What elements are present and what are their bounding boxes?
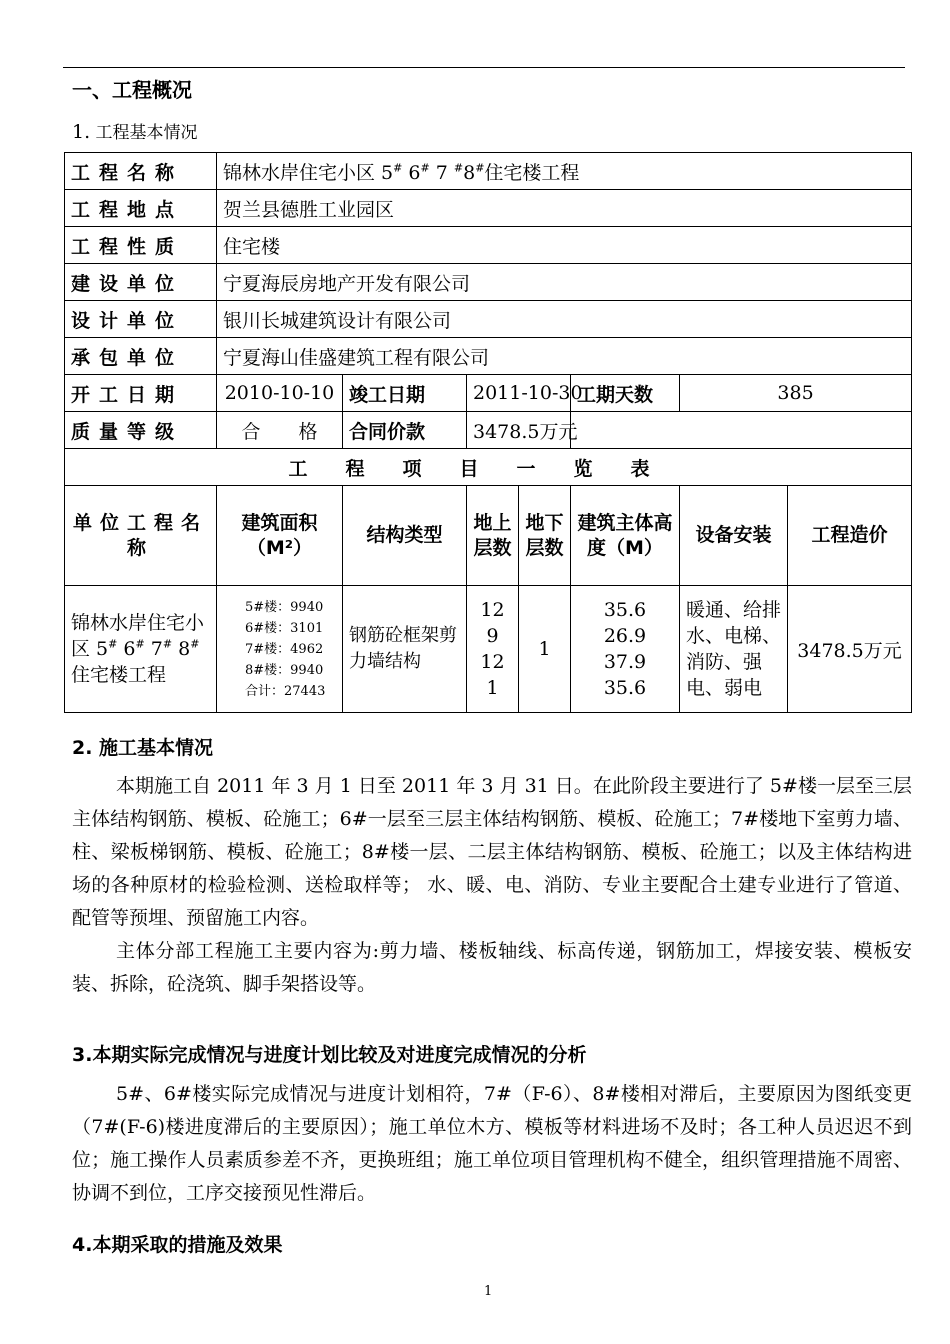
section-3-body: [72, 1078, 912, 1210]
height-7: 37.9: [603, 651, 647, 673]
cell-areas: [217, 586, 343, 713]
col-structure: 结构类型: [343, 486, 467, 586]
label-project-name: 工程名称: [65, 153, 217, 190]
label-end-date: 竣工日期: [343, 375, 467, 412]
section-2-body: [72, 770, 912, 1001]
cell-unit-name: 锦林水岸住宅小区 5# 6# 7# 8# 住宅楼工程: [65, 586, 217, 713]
label-start-date: 开工日期: [65, 375, 217, 412]
section-2-paragraph-2: 主体分部工程施工主要内容为:剪力墙、楼板轴线、标高传递，钢筋加工，焊接安装、模板安装、拆除，砼浇筑、脚手架搭设等。: [72, 940, 912, 995]
height-6: 26.9: [603, 625, 647, 647]
subsection-heading: [72, 118, 198, 143]
section-3-paragraph-1: 5#、6#楼实际完成情况与进度计划相符，7#（F-6）、8#楼相对滞后，主要原因为图纸变更（7#(F-6)楼进度滞后的主要原因）；施工单位木方、模板等材料进场不及时；各工种人员迟迟不到位；施工操作人员素质参差不齐，更换班组；施工单位项目管理机构不健全，组织管理措施不周密、协调不到位，工序交接预见性滞后。: [72, 1083, 912, 1204]
project-info-table: [64, 152, 912, 713]
row-designer: [65, 301, 912, 338]
subsection-number: 1.: [72, 121, 91, 143]
value-designer: 银川长城建筑设计有限公司: [217, 301, 912, 338]
label-designer: 设计单位: [65, 301, 217, 338]
value-developer: 宁夏海辰房地产开发有限公司: [217, 264, 912, 301]
value-quality: 合 格: [217, 412, 343, 449]
col-unit-name: 单位工程名称: [65, 486, 217, 586]
label-project-location: 工程地点: [65, 190, 217, 227]
label-developer: 建设单位: [65, 264, 217, 301]
label-contract-price: 合同价款: [343, 412, 467, 449]
area-5: 5#楼：9940: [245, 599, 324, 615]
empty-cell: [571, 412, 912, 449]
row-dates: [65, 375, 912, 412]
col-floors-below: 地下层数: [519, 486, 571, 586]
value-project-location: 贺兰县德胜工业园区: [217, 190, 912, 227]
height-8: 35.6: [603, 677, 647, 699]
col-height: 建筑主体高度（M）: [571, 486, 680, 586]
row-project-data: [65, 586, 912, 713]
height-5: 35.6: [603, 599, 647, 621]
section-title: 一、工程概况: [72, 78, 192, 102]
cell-floors-above: [467, 586, 519, 713]
value-start-date: 2010-10-10: [217, 375, 343, 412]
section-2-title: 2. 施工基本情况: [72, 737, 214, 759]
page-number: 1: [484, 1284, 493, 1299]
section-3-title: 3.本期实际完成情况与进度计划比较及对进度完成情况的分析: [72, 1044, 587, 1066]
row-column-headers: [65, 486, 912, 586]
row-project-nature: [65, 227, 912, 264]
cell-floors-below: 1: [519, 586, 571, 713]
list-title: 工程项目一览表: [65, 449, 912, 486]
cell-cost: 3478.5万元: [788, 586, 912, 713]
row-contractor: [65, 338, 912, 375]
floors-5: 12: [480, 599, 505, 621]
floors-7: 12: [480, 651, 505, 673]
col-cost: 工程造价: [788, 486, 912, 586]
value-contractor: 宁夏海山佳盛建筑工程有限公司: [217, 338, 912, 375]
value-end-date: 2011-10-30: [467, 375, 571, 412]
header-rule: [63, 67, 905, 68]
label-contractor: 承包单位: [65, 338, 217, 375]
row-developer: [65, 264, 912, 301]
col-floors-above: 地上层数: [467, 486, 519, 586]
area-total: 合计：27443: [245, 683, 326, 699]
cell-heights: [571, 586, 680, 713]
row-project-name: [65, 153, 912, 190]
col-equipment: 设备安装: [680, 486, 788, 586]
section-2-paragraph-1: 本期施工自 2011 年 3 月 1 日至 2011 年 3 月 31 日。在此阶段主要进行了 5#楼一层至三层主体结构钢筋、模板、砼施工；6#一层至三层主体结构钢筋、模板、砼施工；7#楼地下室剪力墙、柱、梁板梯钢筋、模板、砼施工；8#楼一层、二层主体结构钢筋、模板、砼施工；以及主体结构进场的各种原材的检验检测、送检取样等； 水、暖、电、消防、专业主要配合土建专业进行了管道、配管等预埋、预留施工内容。: [72, 775, 912, 929]
value-contract-price: 3478.5万元: [467, 412, 571, 449]
section-4-title: 4.本期采取的措施及效果: [72, 1234, 283, 1256]
value-project-name: 锦林水岸住宅小区 5# 6# 7 #8#住宅楼工程: [217, 153, 912, 190]
row-quality: [65, 412, 912, 449]
label-project-nature: 工程性质: [65, 227, 217, 264]
area-7: 7#楼：4962: [245, 641, 324, 657]
floors-8: 1: [486, 677, 499, 699]
row-list-title: [65, 449, 912, 486]
value-project-nature: 住宅楼: [217, 227, 912, 264]
label-quality: 质量等级: [65, 412, 217, 449]
floors-6: 9: [486, 625, 499, 647]
col-area: 建筑面积（M²）: [217, 486, 343, 586]
row-project-location: [65, 190, 912, 227]
cell-equipment: 暖通、给排水、电梯、消防、强电、弱电: [680, 586, 788, 713]
subsection-title: 工程基本情况: [95, 123, 198, 143]
cell-structure: 钢筋砼框架剪力墙结构: [343, 586, 467, 713]
area-8: 8#楼：9940: [245, 662, 324, 678]
label-duration: 工期天数: [571, 375, 680, 412]
area-6: 6#楼：3101: [245, 620, 324, 636]
value-duration: 385: [680, 375, 912, 412]
